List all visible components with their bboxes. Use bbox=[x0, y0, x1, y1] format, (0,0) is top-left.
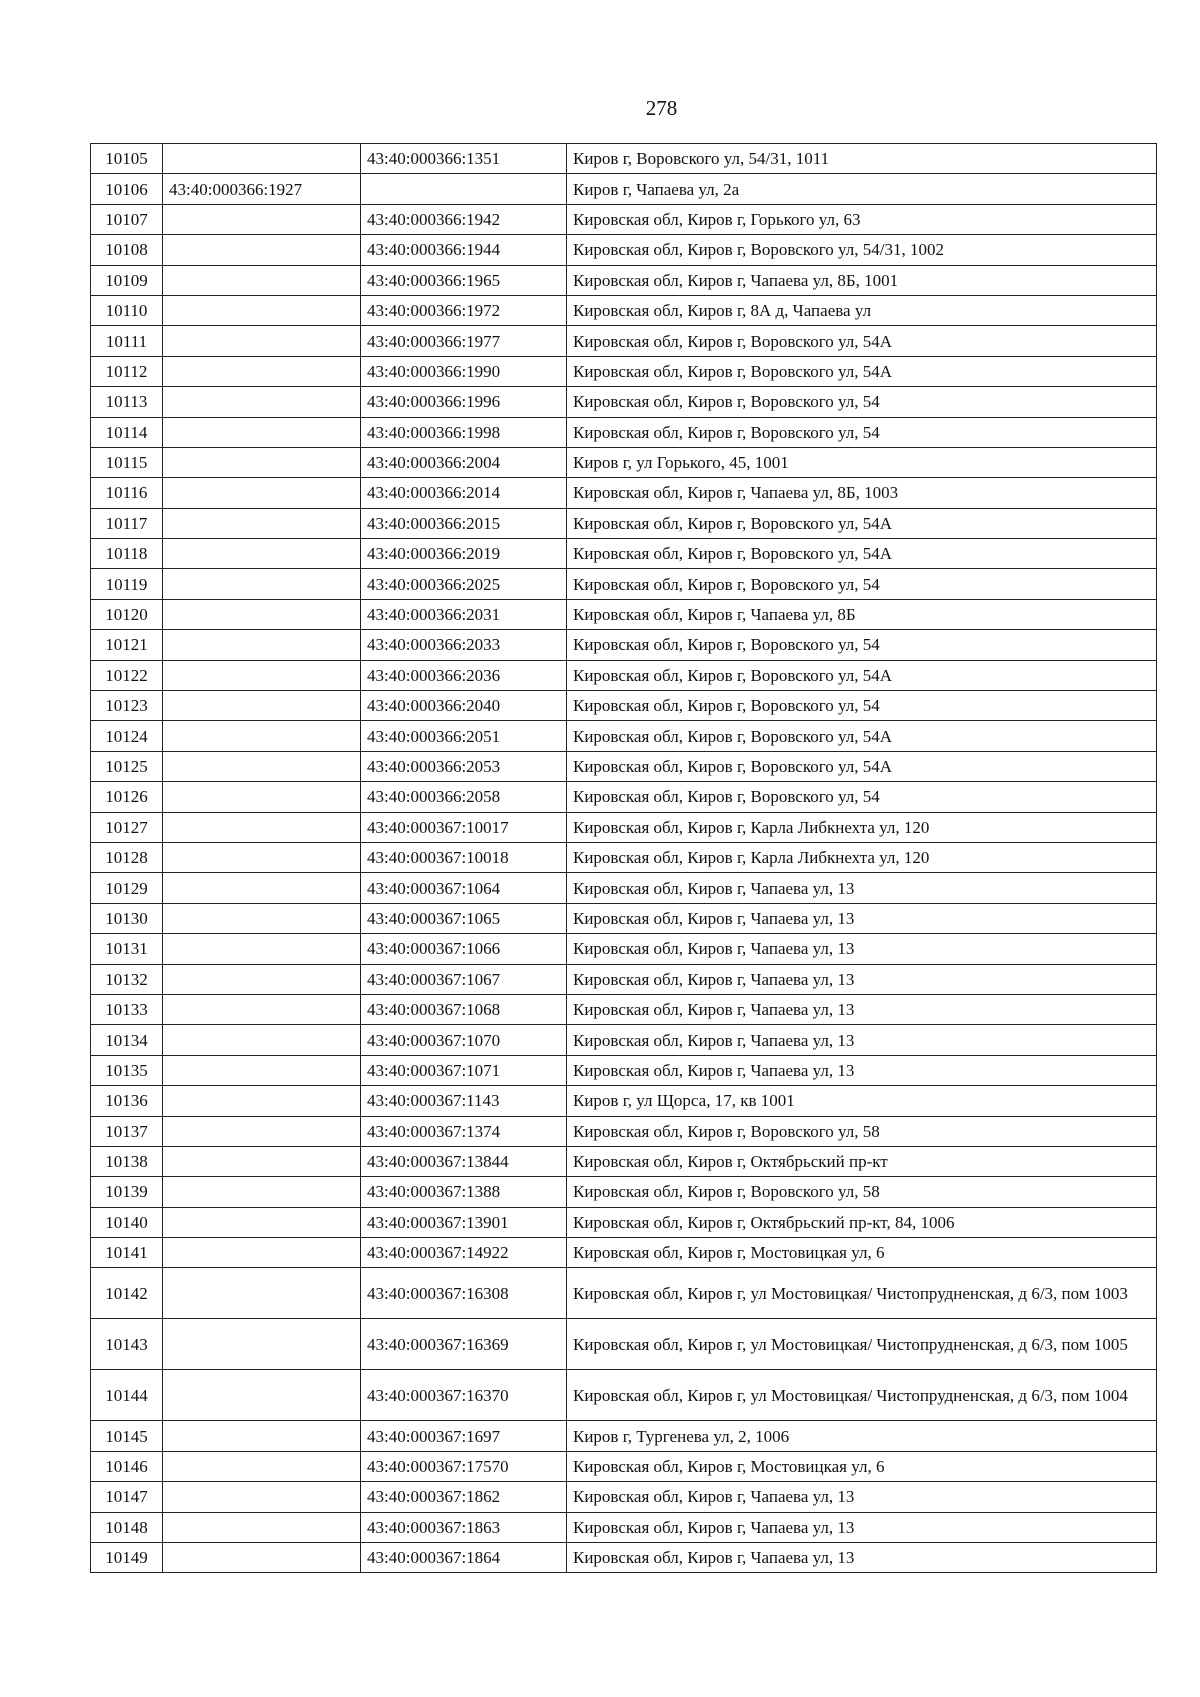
table-row bbox=[91, 387, 1157, 417]
table-row bbox=[91, 447, 1157, 477]
cadastral-number-cell: 43:40:000366:1942 bbox=[361, 204, 567, 234]
table-row bbox=[91, 782, 1157, 812]
row-number-cell: 10127 bbox=[91, 812, 163, 842]
table-row bbox=[91, 1055, 1157, 1085]
previous-cadastral-number-cell bbox=[163, 144, 361, 174]
address-cell: Кировская обл, Киров г, Чапаева ул, 8Б bbox=[567, 599, 1157, 629]
address-cell: Киров г, ул Горького, 45, 1001 bbox=[567, 447, 1157, 477]
row-number-cell: 10111 bbox=[91, 326, 163, 356]
table-row bbox=[91, 660, 1157, 690]
previous-cadastral-number-cell bbox=[163, 1268, 361, 1319]
table-row bbox=[91, 1177, 1157, 1207]
address-cell: Киров г, Тургенева ул, 2, 1006 bbox=[567, 1421, 1157, 1451]
previous-cadastral-number-cell bbox=[163, 1116, 361, 1146]
address-cell: Кировская обл, Киров г, Чапаева ул, 13 bbox=[567, 1512, 1157, 1542]
cadastral-number-cell: 43:40:000367:16308 bbox=[361, 1268, 567, 1319]
cadastral-number-cell: 43:40:000367:17570 bbox=[361, 1451, 567, 1481]
previous-cadastral-number-cell bbox=[163, 842, 361, 872]
previous-cadastral-number-cell bbox=[163, 721, 361, 751]
address-cell: Кировская обл, Киров г, ул Мостовицкая/ Чистопрудненская, д 6/3, пом 1003 bbox=[567, 1268, 1157, 1319]
row-number-cell: 10114 bbox=[91, 417, 163, 447]
row-number-cell: 10142 bbox=[91, 1268, 163, 1319]
address-cell: Кировская обл, Киров г, Чапаева ул, 13 bbox=[567, 873, 1157, 903]
row-number-cell: 10115 bbox=[91, 447, 163, 477]
cadastral-number-cell: 43:40:000366:1996 bbox=[361, 387, 567, 417]
previous-cadastral-number-cell bbox=[163, 1086, 361, 1116]
address-cell: Кировская обл, Киров г, Горького ул, 63 bbox=[567, 204, 1157, 234]
row-number-cell: 10117 bbox=[91, 508, 163, 538]
table-row bbox=[91, 812, 1157, 842]
row-number-cell: 10139 bbox=[91, 1177, 163, 1207]
previous-cadastral-number-cell bbox=[163, 569, 361, 599]
cadastral-number-cell: 43:40:000367:1697 bbox=[361, 1421, 567, 1451]
cadastral-number-cell: 43:40:000366:2051 bbox=[361, 721, 567, 751]
row-number-cell: 10119 bbox=[91, 569, 163, 599]
table-row bbox=[91, 295, 1157, 325]
table-row bbox=[91, 204, 1157, 234]
table-row bbox=[91, 1482, 1157, 1512]
table-row bbox=[91, 994, 1157, 1024]
table-row bbox=[91, 356, 1157, 386]
table-row bbox=[91, 478, 1157, 508]
previous-cadastral-number-cell bbox=[163, 1177, 361, 1207]
address-cell: Кировская обл, Киров г, Воровского ул, 54А bbox=[567, 539, 1157, 569]
previous-cadastral-number-cell: 43:40:000366:1927 bbox=[163, 174, 361, 204]
previous-cadastral-number-cell bbox=[163, 660, 361, 690]
row-number-cell: 10140 bbox=[91, 1207, 163, 1237]
table-row bbox=[91, 508, 1157, 538]
previous-cadastral-number-cell bbox=[163, 539, 361, 569]
previous-cadastral-number-cell bbox=[163, 235, 361, 265]
row-number-cell: 10123 bbox=[91, 691, 163, 721]
row-number-cell: 10112 bbox=[91, 356, 163, 386]
address-cell: Кировская обл, Киров г, Чапаева ул, 13 bbox=[567, 1482, 1157, 1512]
cadastral-number-cell: 43:40:000367:1863 bbox=[361, 1512, 567, 1542]
address-cell: Кировская обл, Киров г, Воровского ул, 54 bbox=[567, 387, 1157, 417]
table-row bbox=[91, 1370, 1157, 1421]
table-row bbox=[91, 1268, 1157, 1319]
cadastral-number-cell: 43:40:000366:2019 bbox=[361, 539, 567, 569]
row-number-cell: 10141 bbox=[91, 1238, 163, 1268]
address-cell: Кировская обл, Киров г, Воровского ул, 54А bbox=[567, 721, 1157, 751]
previous-cadastral-number-cell bbox=[163, 630, 361, 660]
address-cell: Кировская обл, Киров г, Воровского ул, 54/31, 1002 bbox=[567, 235, 1157, 265]
previous-cadastral-number-cell bbox=[163, 1370, 361, 1421]
address-cell: Кировская обл, Киров г, Воровского ул, 54 bbox=[567, 782, 1157, 812]
previous-cadastral-number-cell bbox=[163, 691, 361, 721]
address-cell: Киров г, ул Щорса, 17, кв 1001 bbox=[567, 1086, 1157, 1116]
row-number-cell: 10121 bbox=[91, 630, 163, 660]
table-row bbox=[91, 1238, 1157, 1268]
address-cell: Кировская обл, Киров г, Воровского ул, 54 bbox=[567, 417, 1157, 447]
row-number-cell: 10144 bbox=[91, 1370, 163, 1421]
table-row bbox=[91, 417, 1157, 447]
cadastral-number-cell: 43:40:000367:16370 bbox=[361, 1370, 567, 1421]
address-cell: Кировская обл, Киров г, Воровского ул, 54А bbox=[567, 751, 1157, 781]
row-number-cell: 10148 bbox=[91, 1512, 163, 1542]
cadastral-number-cell: 43:40:000366:2025 bbox=[361, 569, 567, 599]
previous-cadastral-number-cell bbox=[163, 204, 361, 234]
page-number: 278 bbox=[645, 96, 678, 120]
cadastral-number-cell: 43:40:000367:13844 bbox=[361, 1146, 567, 1176]
previous-cadastral-number-cell bbox=[163, 1421, 361, 1451]
cadastral-number-cell: 43:40:000367:1071 bbox=[361, 1055, 567, 1085]
address-cell: Кировская обл, Киров г, Чапаева ул, 13 bbox=[567, 903, 1157, 933]
previous-cadastral-number-cell bbox=[163, 478, 361, 508]
table-row bbox=[91, 751, 1157, 781]
previous-cadastral-number-cell bbox=[163, 1512, 361, 1542]
address-cell: Кировская обл, Киров г, Октябрьский пр-кт, 84, 1006 bbox=[567, 1207, 1157, 1237]
row-number-cell: 10120 bbox=[91, 599, 163, 629]
row-number-cell: 10126 bbox=[91, 782, 163, 812]
register-body bbox=[91, 144, 1157, 1573]
address-cell: Киров г, Чапаева ул, 2а bbox=[567, 174, 1157, 204]
address-cell: Кировская обл, Киров г, Воровского ул, 54 bbox=[567, 691, 1157, 721]
cadastral-number-cell: 43:40:000366:1998 bbox=[361, 417, 567, 447]
cadastral-number-cell: 43:40:000366:2036 bbox=[361, 660, 567, 690]
address-cell: Кировская обл, Киров г, Октябрьский пр-кт bbox=[567, 1146, 1157, 1176]
previous-cadastral-number-cell bbox=[163, 599, 361, 629]
cadastral-number-cell: 43:40:000367:13901 bbox=[361, 1207, 567, 1237]
row-number-cell: 10108 bbox=[91, 235, 163, 265]
previous-cadastral-number-cell bbox=[163, 934, 361, 964]
address-cell: Кировская обл, Киров г, Воровского ул, 58 bbox=[567, 1116, 1157, 1146]
address-cell: Кировская обл, Киров г, Воровского ул, 58 bbox=[567, 1177, 1157, 1207]
cadastral-number-cell: 43:40:000366:2004 bbox=[361, 447, 567, 477]
address-cell: Кировская обл, Киров г, ул Мостовицкая/ Чистопрудненская, д 6/3, пом 1005 bbox=[567, 1319, 1157, 1370]
table-row bbox=[91, 721, 1157, 751]
previous-cadastral-number-cell bbox=[163, 1238, 361, 1268]
address-cell: Кировская обл, Киров г, Воровского ул, 54А bbox=[567, 660, 1157, 690]
cadastral-number-cell: 43:40:000366:2053 bbox=[361, 751, 567, 781]
cadastral-number-cell: 43:40:000366:2014 bbox=[361, 478, 567, 508]
table-row bbox=[91, 964, 1157, 994]
row-number-cell: 10125 bbox=[91, 751, 163, 781]
cadastral-number-cell: 43:40:000366:2040 bbox=[361, 691, 567, 721]
cadastral-number-cell: 43:40:000367:1374 bbox=[361, 1116, 567, 1146]
previous-cadastral-number-cell bbox=[163, 903, 361, 933]
cadastral-number-cell bbox=[361, 174, 567, 204]
cadastral-number-cell: 43:40:000367:1070 bbox=[361, 1025, 567, 1055]
row-number-cell: 10136 bbox=[91, 1086, 163, 1116]
previous-cadastral-number-cell bbox=[163, 295, 361, 325]
previous-cadastral-number-cell bbox=[163, 782, 361, 812]
table-row bbox=[91, 1025, 1157, 1055]
row-number-cell: 10137 bbox=[91, 1116, 163, 1146]
address-cell: Кировская обл, Киров г, Чапаева ул, 13 bbox=[567, 1543, 1157, 1573]
table-row bbox=[91, 144, 1157, 174]
previous-cadastral-number-cell bbox=[163, 1025, 361, 1055]
cadastral-number-cell: 43:40:000367:1065 bbox=[361, 903, 567, 933]
table-row bbox=[91, 1146, 1157, 1176]
row-number-cell: 10116 bbox=[91, 478, 163, 508]
cadastral-number-cell: 43:40:000366:1351 bbox=[361, 144, 567, 174]
cadastral-number-cell: 43:40:000366:1944 bbox=[361, 235, 567, 265]
previous-cadastral-number-cell bbox=[163, 994, 361, 1024]
previous-cadastral-number-cell bbox=[163, 1319, 361, 1370]
address-cell: Кировская обл, Киров г, Карла Либкнехта ул, 120 bbox=[567, 842, 1157, 872]
table-row bbox=[91, 1319, 1157, 1370]
table-row bbox=[91, 1543, 1157, 1573]
row-number-cell: 10135 bbox=[91, 1055, 163, 1085]
table-row bbox=[91, 934, 1157, 964]
cadastral-number-cell: 43:40:000367:1064 bbox=[361, 873, 567, 903]
address-cell: Кировская обл, Киров г, 8А д, Чапаева ул bbox=[567, 295, 1157, 325]
cadastral-number-cell: 43:40:000367:1068 bbox=[361, 994, 567, 1024]
table-row bbox=[91, 1451, 1157, 1481]
row-number-cell: 10145 bbox=[91, 1421, 163, 1451]
row-number-cell: 10147 bbox=[91, 1482, 163, 1512]
address-cell: Кировская обл, Киров г, Мостовицкая ул, 6 bbox=[567, 1451, 1157, 1481]
row-number-cell: 10113 bbox=[91, 387, 163, 417]
cadastral-number-cell: 43:40:000366:2015 bbox=[361, 508, 567, 538]
row-number-cell: 10105 bbox=[91, 144, 163, 174]
cadastral-number-cell: 43:40:000367:14922 bbox=[361, 1238, 567, 1268]
row-number-cell: 10149 bbox=[91, 1543, 163, 1573]
table-row bbox=[91, 174, 1157, 204]
previous-cadastral-number-cell bbox=[163, 1543, 361, 1573]
address-cell: Кировская обл, Киров г, Воровского ул, 54 bbox=[567, 569, 1157, 599]
previous-cadastral-number-cell bbox=[163, 387, 361, 417]
row-number-cell: 10138 bbox=[91, 1146, 163, 1176]
previous-cadastral-number-cell bbox=[163, 356, 361, 386]
previous-cadastral-number-cell bbox=[163, 1146, 361, 1176]
table-row bbox=[91, 265, 1157, 295]
table-row bbox=[91, 1512, 1157, 1542]
table-row bbox=[91, 326, 1157, 356]
cadastral-number-cell: 43:40:000367:1066 bbox=[361, 934, 567, 964]
table-row bbox=[91, 539, 1157, 569]
table-row bbox=[91, 1421, 1157, 1451]
table-row bbox=[91, 1086, 1157, 1116]
previous-cadastral-number-cell bbox=[163, 1451, 361, 1481]
row-number-cell: 10130 bbox=[91, 903, 163, 933]
table-row bbox=[91, 903, 1157, 933]
cadastral-number-cell: 43:40:000367:1388 bbox=[361, 1177, 567, 1207]
cadastral-number-cell: 43:40:000366:1990 bbox=[361, 356, 567, 386]
previous-cadastral-number-cell bbox=[163, 1482, 361, 1512]
previous-cadastral-number-cell bbox=[163, 812, 361, 842]
previous-cadastral-number-cell bbox=[163, 964, 361, 994]
row-number-cell: 10129 bbox=[91, 873, 163, 903]
address-cell: Кировская обл, Киров г, Чапаева ул, 13 bbox=[567, 934, 1157, 964]
previous-cadastral-number-cell bbox=[163, 326, 361, 356]
address-cell: Кировская обл, Киров г, Воровского ул, 54А bbox=[567, 508, 1157, 538]
cadastral-number-cell: 43:40:000367:1067 bbox=[361, 964, 567, 994]
previous-cadastral-number-cell bbox=[163, 873, 361, 903]
previous-cadastral-number-cell bbox=[163, 508, 361, 538]
table-row bbox=[91, 1116, 1157, 1146]
cadastral-number-cell: 43:40:000367:16369 bbox=[361, 1319, 567, 1370]
address-cell: Кировская обл, Киров г, ул Мостовицкая/ Чистопрудненская, д 6/3, пом 1004 bbox=[567, 1370, 1157, 1421]
table-row bbox=[91, 630, 1157, 660]
cadastral-number-cell: 43:40:000367:10018 bbox=[361, 842, 567, 872]
address-cell: Кировская обл, Киров г, Чапаева ул, 8Б, 1001 bbox=[567, 265, 1157, 295]
cadastral-number-cell: 43:40:000367:1862 bbox=[361, 1482, 567, 1512]
cadastral-number-cell: 43:40:000366:1972 bbox=[361, 295, 567, 325]
previous-cadastral-number-cell bbox=[163, 1055, 361, 1085]
cadastral-number-cell: 43:40:000366:1977 bbox=[361, 326, 567, 356]
table-row bbox=[91, 842, 1157, 872]
row-number-cell: 10132 bbox=[91, 964, 163, 994]
table-row bbox=[91, 691, 1157, 721]
row-number-cell: 10109 bbox=[91, 265, 163, 295]
address-cell: Кировская обл, Киров г, Карла Либкнехта ул, 120 bbox=[567, 812, 1157, 842]
table-row bbox=[91, 599, 1157, 629]
cadastral-number-cell: 43:40:000366:2033 bbox=[361, 630, 567, 660]
cadastral-number-cell: 43:40:000367:1143 bbox=[361, 1086, 567, 1116]
cadastral-number-cell: 43:40:000367:10017 bbox=[361, 812, 567, 842]
address-cell: Кировская обл, Киров г, Воровского ул, 54 bbox=[567, 630, 1157, 660]
previous-cadastral-number-cell bbox=[163, 1207, 361, 1237]
row-number-cell: 10110 bbox=[91, 295, 163, 325]
previous-cadastral-number-cell bbox=[163, 265, 361, 295]
row-number-cell: 10122 bbox=[91, 660, 163, 690]
row-number-cell: 10107 bbox=[91, 204, 163, 234]
row-number-cell: 10124 bbox=[91, 721, 163, 751]
row-number-cell: 10128 bbox=[91, 842, 163, 872]
cadastral-number-cell: 43:40:000366:2058 bbox=[361, 782, 567, 812]
previous-cadastral-number-cell bbox=[163, 417, 361, 447]
row-number-cell: 10118 bbox=[91, 539, 163, 569]
address-cell: Кировская обл, Киров г, Воровского ул, 54А bbox=[567, 326, 1157, 356]
table-row bbox=[91, 235, 1157, 265]
address-cell: Кировская обл, Киров г, Чапаева ул, 13 bbox=[567, 1025, 1157, 1055]
table-row bbox=[91, 1207, 1157, 1237]
row-number-cell: 10106 bbox=[91, 174, 163, 204]
address-cell: Киров г, Воровского ул, 54/31, 1011 bbox=[567, 144, 1157, 174]
cadastral-register-table bbox=[90, 143, 1157, 1573]
address-cell: Кировская обл, Киров г, Воровского ул, 54А bbox=[567, 356, 1157, 386]
cadastral-number-cell: 43:40:000366:1965 bbox=[361, 265, 567, 295]
row-number-cell: 10131 bbox=[91, 934, 163, 964]
address-cell: Кировская обл, Киров г, Чапаева ул, 8Б, 1003 bbox=[567, 478, 1157, 508]
row-number-cell: 10134 bbox=[91, 1025, 163, 1055]
previous-cadastral-number-cell bbox=[163, 751, 361, 781]
row-number-cell: 10146 bbox=[91, 1451, 163, 1481]
cadastral-number-cell: 43:40:000367:1864 bbox=[361, 1543, 567, 1573]
previous-cadastral-number-cell bbox=[163, 447, 361, 477]
row-number-cell: 10133 bbox=[91, 994, 163, 1024]
address-cell: Кировская обл, Киров г, Мостовицкая ул, 6 bbox=[567, 1238, 1157, 1268]
row-number-cell: 10143 bbox=[91, 1319, 163, 1370]
address-cell: Кировская обл, Киров г, Чапаева ул, 13 bbox=[567, 1055, 1157, 1085]
table-row bbox=[91, 873, 1157, 903]
table-row bbox=[91, 569, 1157, 599]
cadastral-number-cell: 43:40:000366:2031 bbox=[361, 599, 567, 629]
address-cell: Кировская обл, Киров г, Чапаева ул, 13 bbox=[567, 964, 1157, 994]
address-cell: Кировская обл, Киров г, Чапаева ул, 13 bbox=[567, 994, 1157, 1024]
